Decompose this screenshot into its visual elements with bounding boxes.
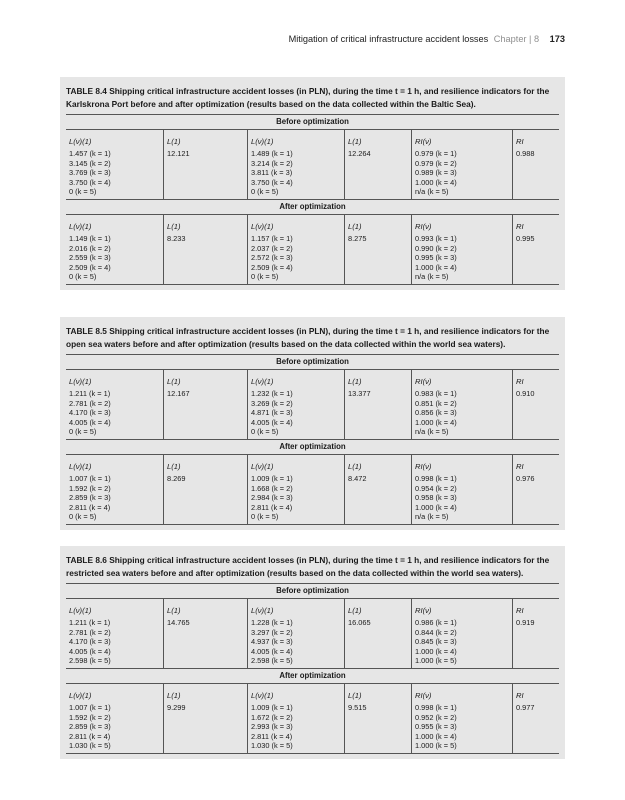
table-column bbox=[513, 370, 559, 439]
table-cell: 2.984 (k = 3) bbox=[251, 493, 293, 503]
table-section-grid bbox=[66, 370, 559, 439]
table-cell: 9.299 bbox=[167, 702, 186, 712]
table-cell: 1.157 (k = 1) bbox=[251, 233, 293, 243]
column-header: RI bbox=[516, 221, 524, 231]
column-header: L(ν)(1) bbox=[69, 221, 92, 231]
table-cell: 8.472 bbox=[348, 473, 367, 483]
column-header: L(1) bbox=[348, 137, 362, 146]
table-cell: 1.211 (k = 1) bbox=[69, 389, 111, 398]
table-column bbox=[513, 684, 559, 753]
table-cell: 0 (k = 5) bbox=[69, 272, 97, 282]
table-cell: 0.990 (k = 2) bbox=[415, 243, 457, 253]
column-header: L(1) bbox=[348, 221, 362, 231]
column-header: RI bbox=[516, 137, 524, 146]
table-column bbox=[164, 684, 248, 753]
column-header: L(ν)(1) bbox=[69, 137, 92, 146]
table-cell: 0.979 (k = 2) bbox=[415, 158, 457, 168]
table-cell: 1.000 (k = 4) bbox=[415, 262, 457, 272]
table-column bbox=[345, 684, 412, 753]
table-column bbox=[66, 599, 164, 668]
section-title: Before optimization bbox=[66, 114, 559, 130]
table-section-grid bbox=[66, 684, 559, 753]
table-caption-text: Shipping critical infrastructure accident losses (in PLN), during the time t = 1 h, and resilience indicators for the restricted sea waters before and after optimization (results based on the data collected within the world sea waters). bbox=[66, 555, 550, 578]
column-header: L(ν)(1) bbox=[69, 461, 92, 471]
column-header: L(1) bbox=[167, 221, 181, 231]
table-section-grid bbox=[66, 455, 559, 524]
table-cell: 12.121 bbox=[167, 149, 190, 158]
table-cell: 4.005 (k = 4) bbox=[251, 417, 293, 427]
table-cell: n/a (k = 5) bbox=[415, 272, 449, 282]
table-cell: 0.845 (k = 3) bbox=[415, 637, 457, 647]
table-cell: 2.016 (k = 2) bbox=[69, 243, 111, 253]
table-cell: n/a (k = 5) bbox=[415, 427, 449, 437]
table-cell: 0.998 (k = 1) bbox=[415, 702, 457, 712]
table-cell: 0.844 (k = 2) bbox=[415, 627, 457, 637]
table-cell: 0.856 (k = 3) bbox=[415, 408, 457, 418]
table-cell: 0.995 (k = 3) bbox=[415, 253, 457, 263]
table-cell: 2.859 (k = 3) bbox=[69, 493, 111, 503]
table-caption-text: Shipping critical infrastructure accident losses (in PLN), during the time t = 1 h, and resilience indicators for the open sea waters before and after optimization (results based on the data collected within the world sea waters). bbox=[66, 326, 550, 349]
table-cell: 1.000 (k = 4) bbox=[415, 177, 457, 187]
table-cell: 1.000 (k = 4) bbox=[415, 646, 457, 656]
table-cell: 0.983 (k = 1) bbox=[415, 389, 457, 398]
table-column bbox=[66, 130, 164, 199]
column-header: L(1) bbox=[348, 377, 362, 386]
column-header: RI bbox=[516, 461, 524, 471]
table-cell: 0.993 (k = 1) bbox=[415, 233, 457, 243]
table-cell: 2.811 (k = 4) bbox=[69, 731, 111, 741]
table-cell: 0.979 (k = 1) bbox=[415, 149, 457, 158]
table-cell: 8.269 bbox=[167, 473, 186, 483]
column-header: L(1) bbox=[167, 606, 181, 615]
table-cell: 1.592 (k = 2) bbox=[69, 712, 111, 722]
column-header: L(ν)(1) bbox=[69, 377, 92, 386]
table-cell: 1.489 (k = 1) bbox=[251, 149, 293, 158]
column-header: L(1) bbox=[167, 377, 181, 386]
table-cell: 0 (k = 5) bbox=[251, 427, 279, 437]
table-box bbox=[60, 317, 565, 530]
section-title: Before optimization bbox=[66, 583, 559, 599]
column-header: RI(ν) bbox=[415, 606, 432, 615]
table-cell: 3.750 (k = 4) bbox=[69, 177, 111, 187]
table-column bbox=[248, 599, 345, 668]
table-column bbox=[248, 370, 345, 439]
table-cell: 1.457 (k = 1) bbox=[69, 149, 111, 158]
table-cell: 4.170 (k = 3) bbox=[69, 408, 111, 418]
table-cell: 0.955 (k = 3) bbox=[415, 722, 457, 732]
table-cell: 3.811 (k = 3) bbox=[251, 168, 293, 178]
table-cell: 2.993 (k = 3) bbox=[251, 722, 293, 732]
column-header: L(1) bbox=[348, 606, 362, 615]
table-cell: 4.005 (k = 4) bbox=[69, 646, 111, 656]
table-column bbox=[513, 130, 559, 199]
table-cell: 8.275 bbox=[348, 233, 367, 243]
table-column bbox=[412, 215, 513, 284]
table-cell: 0 (k = 5) bbox=[69, 427, 97, 437]
table-cell: 3.297 (k = 2) bbox=[251, 627, 293, 637]
table-column bbox=[345, 215, 412, 284]
table-cell: 4.937 (k = 3) bbox=[251, 637, 293, 647]
table-cell: 4.005 (k = 4) bbox=[251, 646, 293, 656]
table-cell: 1.232 (k = 1) bbox=[251, 389, 293, 398]
column-header: L(ν)(1) bbox=[251, 221, 274, 231]
page-number: 173 bbox=[549, 34, 565, 44]
column-header: L(ν)(1) bbox=[251, 377, 274, 386]
table-column bbox=[412, 130, 513, 199]
table-cell: 4.005 (k = 4) bbox=[69, 417, 111, 427]
table-column bbox=[164, 599, 248, 668]
table-column bbox=[164, 130, 248, 199]
section-title: After optimization bbox=[66, 439, 559, 455]
table-cell: 1.592 (k = 2) bbox=[69, 483, 111, 493]
table-cell: 0 (k = 5) bbox=[251, 187, 279, 197]
table-column bbox=[248, 130, 345, 199]
table-column bbox=[66, 215, 164, 284]
table-column bbox=[412, 684, 513, 753]
table-column bbox=[412, 455, 513, 524]
table-cell: 4.170 (k = 3) bbox=[69, 637, 111, 647]
table-cell: 13.377 bbox=[348, 389, 371, 398]
table-cell: 0.988 bbox=[516, 149, 535, 158]
table-cell: 3.145 (k = 2) bbox=[69, 158, 111, 168]
table-cell: 2.559 (k = 3) bbox=[69, 253, 111, 263]
table-cell: 0.851 (k = 2) bbox=[415, 398, 457, 408]
table-cell: 1.030 (k = 5) bbox=[251, 741, 293, 751]
column-header: RI(ν) bbox=[415, 137, 432, 146]
table-column bbox=[513, 215, 559, 284]
table-cell: 2.509 (k = 4) bbox=[251, 262, 293, 272]
section-title: After optimization bbox=[66, 199, 559, 215]
table-label: TABLE 8.4 bbox=[66, 86, 110, 96]
column-header: L(1) bbox=[167, 137, 181, 146]
table-bottom-rule bbox=[66, 284, 559, 290]
column-header: L(1) bbox=[167, 690, 181, 700]
table-column bbox=[345, 599, 412, 668]
column-header: L(ν)(1) bbox=[69, 606, 92, 615]
table-cell: 0.976 bbox=[516, 473, 535, 483]
table-cell: 1.000 (k = 4) bbox=[415, 417, 457, 427]
table-cell: 0.995 bbox=[516, 233, 535, 243]
table-column bbox=[248, 215, 345, 284]
table-cell: 1.030 (k = 5) bbox=[69, 741, 111, 751]
table-cell: 3.750 (k = 4) bbox=[251, 177, 293, 187]
table-caption bbox=[60, 77, 565, 114]
table-cell: 3.769 (k = 3) bbox=[69, 168, 111, 178]
column-header: L(ν)(1) bbox=[69, 690, 92, 700]
table-cell: 9.515 bbox=[348, 702, 367, 712]
table-cell: 0.919 bbox=[516, 618, 535, 627]
table-cell: 1.009 (k = 1) bbox=[251, 702, 293, 712]
column-header: RI bbox=[516, 606, 524, 615]
table-cell: 2.509 (k = 4) bbox=[69, 262, 111, 272]
table-cell: 8.233 bbox=[167, 233, 186, 243]
table-caption bbox=[60, 317, 565, 354]
table-cell: 2.572 (k = 3) bbox=[251, 253, 293, 263]
column-header: RI(ν) bbox=[415, 461, 432, 471]
table-column bbox=[66, 370, 164, 439]
table-column bbox=[164, 455, 248, 524]
running-head-title: Mitigation of critical infrastructure accident losses bbox=[288, 34, 489, 44]
column-header: RI bbox=[516, 377, 524, 386]
table-cell: 0 (k = 5) bbox=[69, 512, 97, 522]
table-cell: 0 (k = 5) bbox=[251, 512, 279, 522]
table-column bbox=[513, 455, 559, 524]
table-cell: 1.228 (k = 1) bbox=[251, 618, 293, 627]
table-cell: 2.037 (k = 2) bbox=[251, 243, 293, 253]
table-label: TABLE 8.5 bbox=[66, 326, 110, 336]
table-column bbox=[412, 370, 513, 439]
table-cell: 1.007 (k = 1) bbox=[69, 702, 111, 712]
column-header: L(ν)(1) bbox=[251, 690, 274, 700]
table-column bbox=[248, 684, 345, 753]
table-cell: 1.211 (k = 1) bbox=[69, 618, 111, 627]
table-cell: 3.214 (k = 2) bbox=[251, 158, 293, 168]
table-column bbox=[248, 455, 345, 524]
table-cell: 1.000 (k = 4) bbox=[415, 731, 457, 741]
column-header: L(1) bbox=[348, 690, 362, 700]
column-header: L(1) bbox=[348, 461, 362, 471]
table-bottom-rule bbox=[66, 524, 559, 530]
column-header: L(1) bbox=[167, 461, 181, 471]
table-cell: 0.998 (k = 1) bbox=[415, 473, 457, 483]
section-title: Before optimization bbox=[66, 354, 559, 370]
table-cell: 1.007 (k = 1) bbox=[69, 473, 111, 483]
table-section-grid bbox=[66, 130, 559, 199]
table-cell: 2.781 (k = 2) bbox=[69, 398, 111, 408]
table-section-grid bbox=[66, 215, 559, 284]
table-column bbox=[513, 599, 559, 668]
table-cell: 1.000 (k = 5) bbox=[415, 741, 457, 751]
table-cell: 0 (k = 5) bbox=[251, 272, 279, 282]
table-cell: 1.000 (k = 4) bbox=[415, 502, 457, 512]
running-head bbox=[289, 34, 565, 44]
table-cell: 1.000 (k = 5) bbox=[415, 656, 457, 666]
table-cell: 0.986 (k = 1) bbox=[415, 618, 457, 627]
table-cell: 1.672 (k = 2) bbox=[251, 712, 293, 722]
table-column bbox=[345, 455, 412, 524]
column-header: L(ν)(1) bbox=[251, 461, 274, 471]
table-cell: 2.598 (k = 5) bbox=[251, 656, 293, 666]
table-column bbox=[164, 215, 248, 284]
table-caption bbox=[60, 546, 565, 583]
column-header: L(ν)(1) bbox=[251, 137, 274, 146]
table-cell: 2.781 (k = 2) bbox=[69, 627, 111, 637]
table-column bbox=[66, 684, 164, 753]
table-section-grid bbox=[66, 599, 559, 668]
table-cell: n/a (k = 5) bbox=[415, 187, 449, 197]
table-cell: 4.871 (k = 3) bbox=[251, 408, 293, 418]
table-cell: 0.989 (k = 3) bbox=[415, 168, 457, 178]
table-cell: 2.859 (k = 3) bbox=[69, 722, 111, 732]
table-cell: 12.167 bbox=[167, 389, 190, 398]
table-cell: 2.811 (k = 4) bbox=[69, 502, 111, 512]
table-box bbox=[60, 77, 565, 290]
table-column bbox=[66, 455, 164, 524]
table-cell: 0.977 bbox=[516, 702, 535, 712]
column-header: RI(ν) bbox=[415, 377, 432, 386]
table-column bbox=[412, 599, 513, 668]
table-cell: 1.009 (k = 1) bbox=[251, 473, 293, 483]
table-column bbox=[164, 370, 248, 439]
table-cell: 2.811 (k = 4) bbox=[251, 502, 293, 512]
table-label: TABLE 8.6 bbox=[66, 555, 110, 565]
table-cell: 1.668 (k = 2) bbox=[251, 483, 293, 493]
table-cell: 2.811 (k = 4) bbox=[251, 731, 293, 741]
table-caption-text: Shipping critical infrastructure accident losses (in PLN), during the time t = 1 h, and resilience indicators for the Karlskrona Port before and after optimization (results based on the data collected within the Baltic Sea). bbox=[66, 86, 550, 109]
section-title: After optimization bbox=[66, 668, 559, 684]
table-column bbox=[345, 130, 412, 199]
table-cell: 12.264 bbox=[348, 149, 371, 158]
table-bottom-rule bbox=[66, 753, 559, 759]
table-cell: 0.958 (k = 3) bbox=[415, 493, 457, 503]
table-cell: 1.149 (k = 1) bbox=[69, 233, 111, 243]
table-cell: 16.065 bbox=[348, 618, 371, 627]
table-box bbox=[60, 546, 565, 759]
running-head-chapter: Chapter | 8 bbox=[493, 34, 540, 44]
table-cell: 3.269 (k = 2) bbox=[251, 398, 293, 408]
table-cell: 2.598 (k = 5) bbox=[69, 656, 111, 666]
column-header: L(ν)(1) bbox=[251, 606, 274, 615]
table-cell: 0 (k = 5) bbox=[69, 187, 97, 197]
table-column bbox=[345, 370, 412, 439]
table-cell: 0.952 (k = 2) bbox=[415, 712, 457, 722]
column-header: RI bbox=[516, 690, 524, 700]
column-header: RI(ν) bbox=[415, 221, 432, 231]
table-cell: 0.910 bbox=[516, 389, 535, 398]
table-cell: 0.954 (k = 2) bbox=[415, 483, 457, 493]
column-header: RI(ν) bbox=[415, 690, 432, 700]
table-cell: 14.765 bbox=[167, 618, 190, 627]
table-cell: n/a (k = 5) bbox=[415, 512, 449, 522]
